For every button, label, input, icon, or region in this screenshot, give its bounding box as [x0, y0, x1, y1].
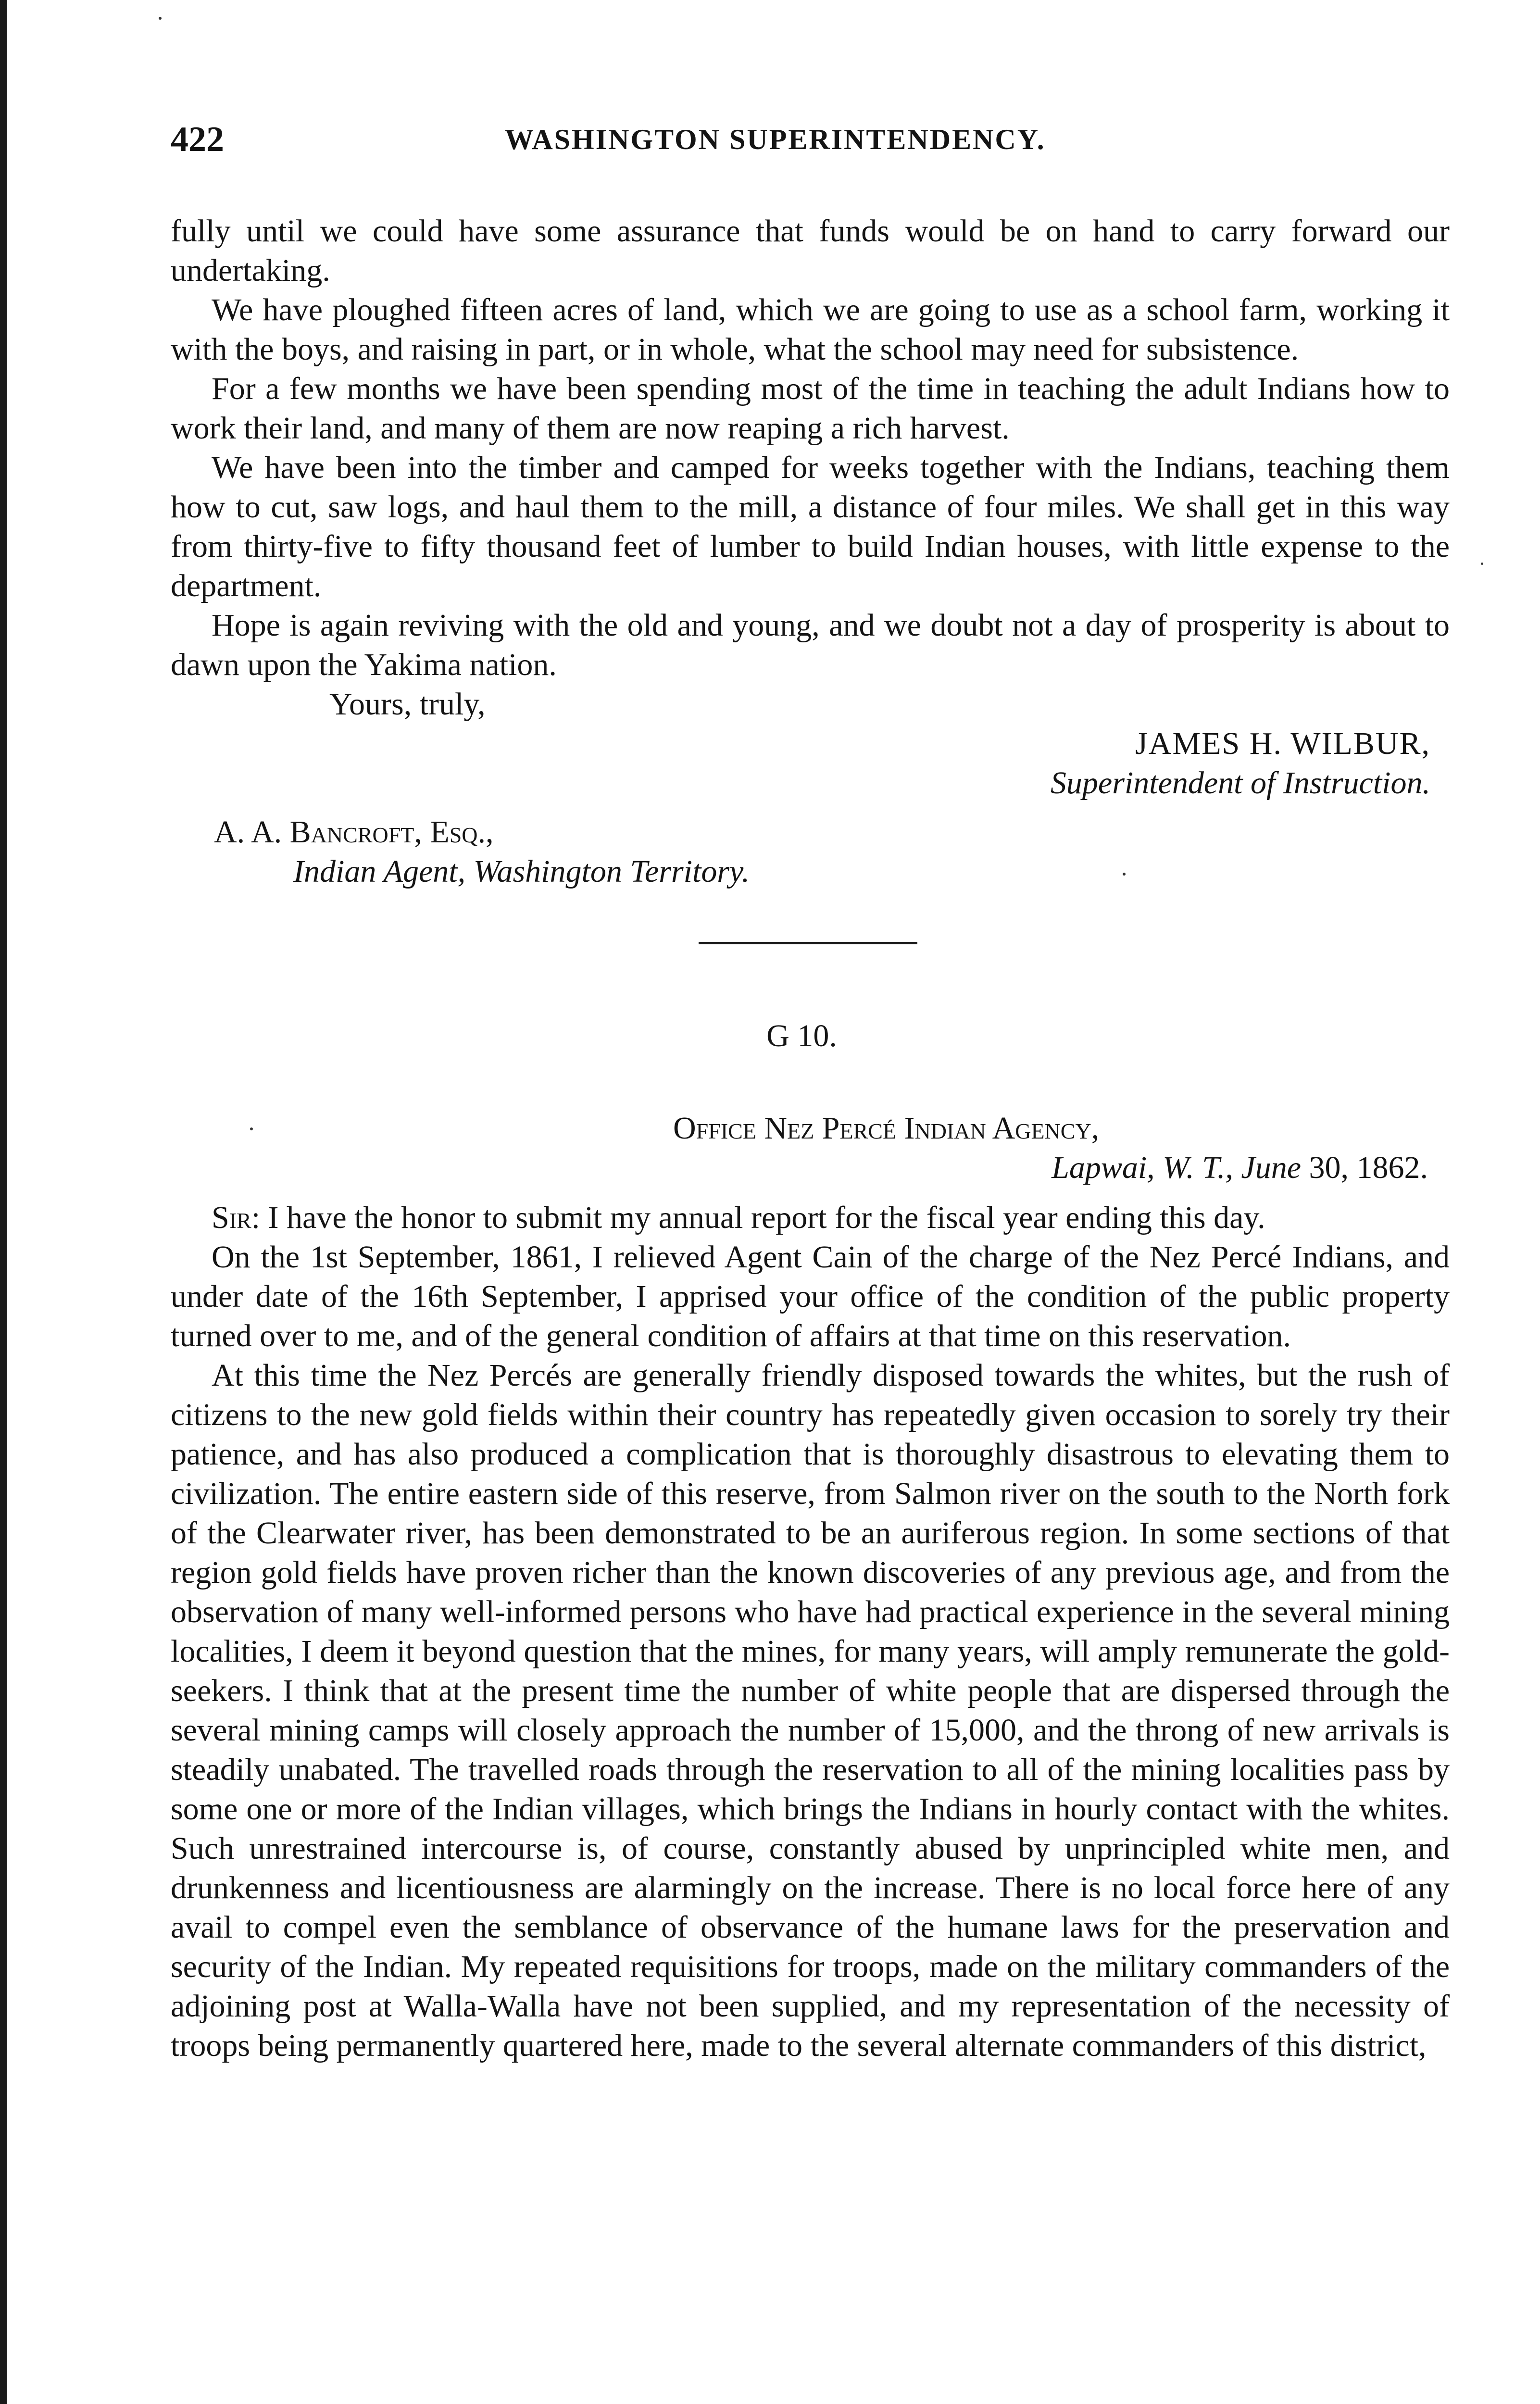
office-heading: Office Nez Percé Indian Agency,: [673, 1111, 1100, 1146]
date: 30, 1862.: [1301, 1150, 1428, 1185]
document-id: G 10.: [766, 1018, 837, 1053]
signature-title: Superintendent of Instruction.: [1050, 765, 1430, 801]
letter-nez-perce-agency: [171, 1016, 1450, 2066]
running-title: WASHINGTON SUPERINTENDENCY.: [505, 124, 1046, 155]
paragraph: We have ploughed fifteen acres of land, which we are going to use as a school farm, working it with the boys, and raising in part, or in whole, what the school may need for subsistence.: [171, 292, 1450, 367]
paragraph: We have been into the timber and camped for weeks together with the Indians, teaching them how to cut, saw logs, and haul them to the mill, a distance of four miles. We shall get in this way from thirty-five to fifty thousand feet of lumber to build Indian houses, with little expense to the department.: [171, 450, 1450, 603]
page-number: 422: [171, 120, 224, 159]
addressee-title: Indian Agent, Washington Territory.: [293, 854, 750, 889]
paragraph: At this time the Nez Percés are generally friendly disposed towards the whites, but the rush of citizens to the new gold fields within their country has repeatedly given occasion to sorely try their patience, and has also produced a complication that is thoroughly disastrous to elevating them to civilization. The entire eastern side of this reserve, from Salmon river on the south to the North fork of the Clearwater river, has been demonstrated to be an auriferous region. In some sections of that region gold fields have proven richer than the known discoveries of any previous age, and from the observation of many well-informed persons who have had practical experience in the several mining localities, I deem it beyond question that the mines, for many years, will amply remunerate the gold-seekers. I think that at the present time the number of white people that are dispersed through the several mining camps will closely approach the number of 15,000, and the throng of new arrivals is steadily unabated. The travelled roads through the reservation to all of the mining localities pass by some one or more of the Indian villages, which brings the Indians in hourly contact with the whites. Such unrestrained intercourse is, of course, constantly abused by unprincipled white men, and drunkenness and licentiousness are alarmingly on the increase. There is no local force here of any avail to compel even the semblance of observance of the humane laws for the preservation and security of the Indian. My repeated requisitions for troops, made on the military commanders of the adjoining post at Walla-Walla have not been supplied, and my representation of the necessity of troops being permanently quartered here, made to the several alternate commanders of this district,: [171, 1358, 1450, 2063]
signature-name: JAMES H. WILBUR,: [1135, 726, 1430, 761]
place-date: [171, 1148, 1450, 1188]
scan-border-left: [0, 0, 7, 2404]
paragraph: [171, 1198, 1450, 1238]
letter-wilbur: [171, 212, 1450, 891]
document-page: [171, 118, 1450, 2066]
paragraph-text: I have the honor to submit my annual report for the fiscal year ending this day.: [260, 1200, 1265, 1235]
addressee-name: A. A. Bancroft, Esq.,: [214, 814, 494, 850]
paragraph: fully until we could have some assurance that funds would be on hand to carry forward our undertaking.: [171, 213, 1450, 288]
letter-closing: Yours, truly,: [329, 687, 486, 722]
paragraph: On the 1st September, 1861, I relieved Agent Cain of the charge of the Nez Percé Indians, and under date of the 16th September, I apprised your office of the condition of the public property turned over to me, and of the general condition of affairs at that time on this reservation.: [171, 1240, 1450, 1353]
place: Lapwai, W. T., June: [1052, 1150, 1301, 1185]
running-head: [171, 118, 1450, 161]
salutation: Sir:: [212, 1200, 261, 1235]
section-divider: [699, 942, 917, 944]
paragraph: For a few months we have been spending most of the time in teaching the adult Indians how to work their land, and many of them are now reaping a rich harvest.: [171, 371, 1450, 446]
paragraph: Hope is again reviving with the old and young, and we doubt not a day of prosperity is about to dawn upon the Yakima nation.: [171, 608, 1450, 682]
scan-speck: [159, 17, 162, 20]
scan-speck: [1481, 563, 1483, 565]
